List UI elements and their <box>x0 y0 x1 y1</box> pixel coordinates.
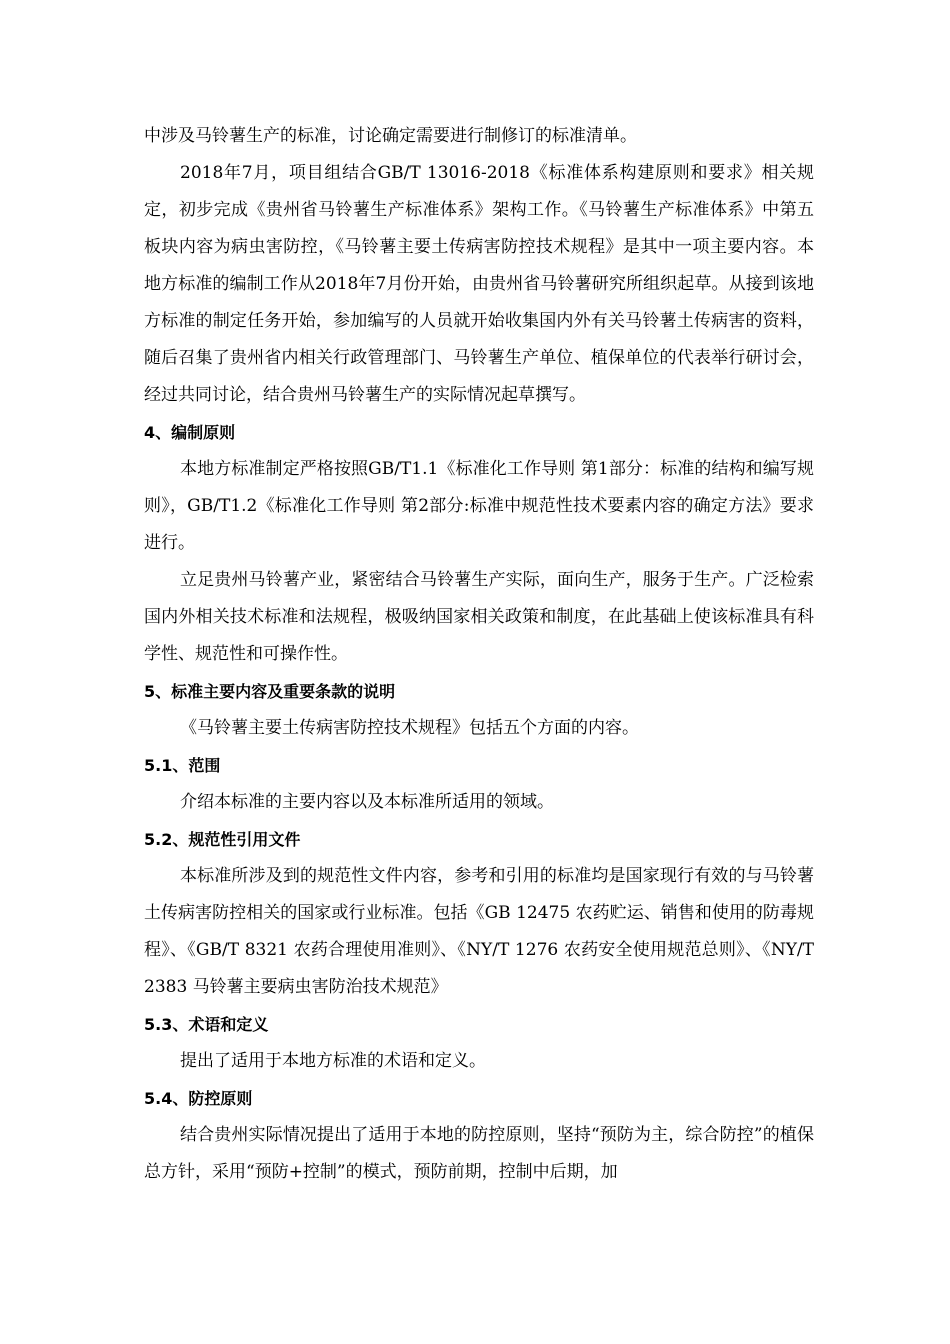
paragraph-main-content-intro: 《马铃薯主要土传病害防控技术规程》包括五个方面的内容。 <box>180 718 639 738</box>
paragraph-compilation-basis: 本地方标准制定严格按照GB/T1.1《标准化工作导则 第1部分：标准的结构和编写规则》，GB/T1.2《标准化工作导则 第2部分:标准中规范性技术要素内容的确定方法》要求进行。 <box>144 459 814 553</box>
section-heading-5-1: 5.1、范围 <box>144 756 221 775</box>
section-heading-4: 4、编制原则 <box>144 423 236 442</box>
paragraph-control-principles: 结合贵州实际情况提出了适用于本地的防控原则，坚持“预防为主，综合防控”的植保总方针，采用“预防+控制”的模式，预防前期，控制中后期，加 <box>144 1125 814 1182</box>
section-heading-5-4: 5.4、防控原则 <box>144 1089 253 1108</box>
paragraph-project-history: 2018年7月，项目组结合GB/T 13016-2018《标准体系构建原则和要求》相关规定，初步完成《贵州省马铃薯生产标准体系》架构工作。《马铃薯生产标准体系》中第五板块内容为病虫害防控，《马铃薯主要土传病害防控技术规程》是其中一项主要内容。本地方标准的编制工作从2018年7月份开始，由贵州省马铃薯研究所组织起草。从接到该地方标准的制定任务开始，参加编写的人员就开始收集国内外有关马铃薯土传病害的资料，随后召集了贵州省内相关行政管理部门、马铃薯生产单位、植保单位的代表举行研讨会，经过共同讨论，结合贵州马铃薯生产的实际情况起草撰写。 <box>144 163 814 405</box>
paragraph-compilation-approach: 立足贵州马铃薯产业，紧密结合马铃薯生产实际，面向生产，服务于生产。广泛检索国内外相关技术标准和法规程，极吸纳国家相关政策和制度，在此基础上使该标准具有科学性、规范性和可操作性。 <box>144 570 814 664</box>
section-heading-5: 5、标准主要内容及重要条款的说明 <box>144 682 396 701</box>
paragraph-continuation: 中涉及马铃薯生产的标准，讨论确定需要进行制修订的标准清单。 <box>144 126 637 146</box>
paragraph-scope: 介绍本标准的主要内容以及本标准所适用的领域。 <box>180 792 554 812</box>
section-heading-5-3: 5.3、术语和定义 <box>144 1015 269 1034</box>
paragraph-terms-definitions: 提出了适用于本地方标准的术语和定义。 <box>180 1051 486 1071</box>
section-heading-5-2: 5.2、规范性引用文件 <box>144 830 301 849</box>
document-body <box>144 118 814 1191</box>
paragraph-normative-references: 本标准所涉及到的规范性文件内容，参考和引用的标准均是国家现行有效的与马铃薯土传病害防控相关的国家或行业标准。包括《GB 12475 农药贮运、销售和使用的防毒规程》、《GB/T 8321 农药合理使用准则》、《NY/T 1276 农药安全使用规范总则》、《NY/T 2383 马铃薯主要病虫害防治技术规范》 <box>144 866 814 997</box>
